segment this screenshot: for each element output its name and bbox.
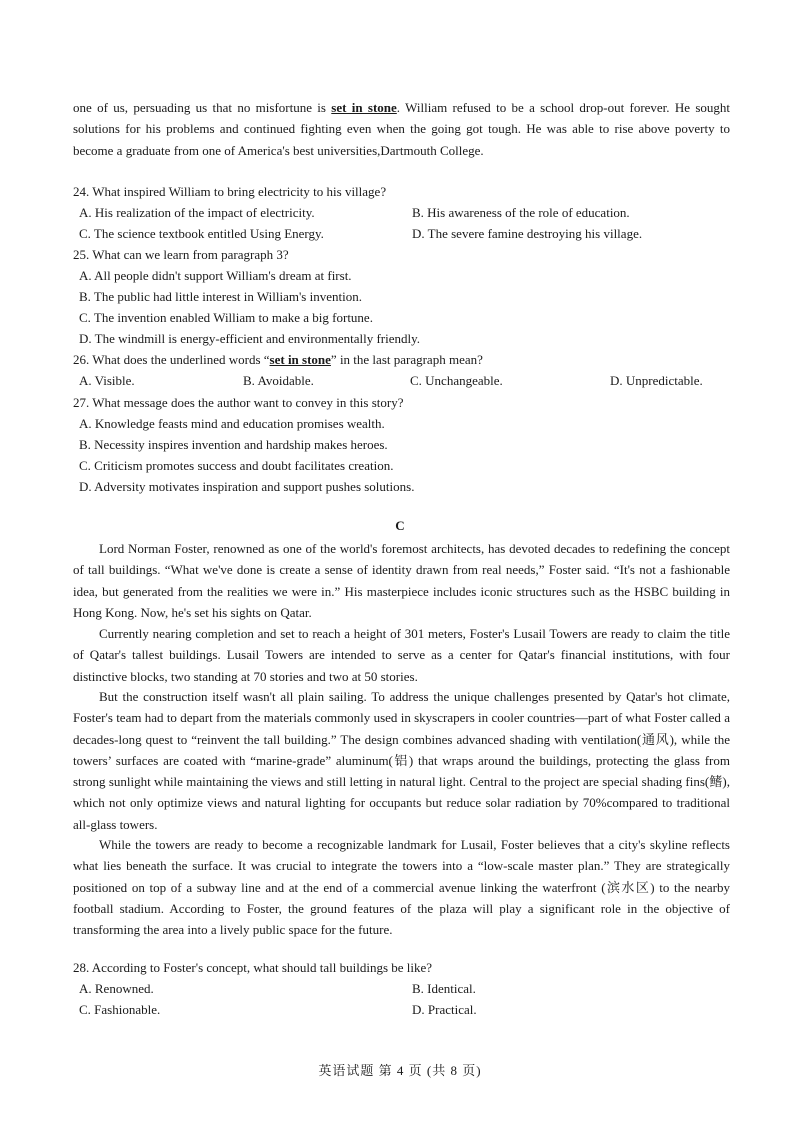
question-24-option-b[interactable]: B. His awareness of the role of education. bbox=[412, 205, 630, 220]
question-26-stem-after: ” in the last paragraph mean? bbox=[330, 352, 483, 367]
question-26-underlined-phrase: set in stone bbox=[269, 352, 331, 367]
underlined-phrase: set in stone bbox=[331, 100, 397, 115]
question-28-option-b[interactable]: B. Identical. bbox=[412, 981, 476, 996]
question-27-option-c[interactable]: C. Criticism promotes success and doubt facilitates creation. bbox=[79, 458, 394, 473]
intro-paragraph bbox=[73, 97, 730, 161]
question-25-option-d[interactable]: D. The windmill is energy-efficient and environmentally friendly. bbox=[79, 331, 421, 346]
question-27-option-a[interactable]: A. Knowledge feasts mind and education promises wealth. bbox=[79, 416, 385, 431]
question-26-stem bbox=[73, 349, 733, 370]
question-28-option-d[interactable]: D. Practical. bbox=[412, 1002, 477, 1017]
passage-c-paragraph-3: But the construction itself wasn't all plain sailing. To address the unique challenges presented by Qatar's hot climate, Foster's team had to depart from the materials commonly used in skyscrapers in cooler countries—part of what Foster called a decades-long quest to “reinvent the tall building.” The design combines advanced shading with ventilation(通风), while the towers’ surfaces are coated with “marine-grade” aluminum(铝) that wraps around the buildings, protecting the glass from strong sunlight while maintaining the views and still letting in natural light. Central to the project are special shading fins(鳍), which not only optimize views and natural lighting for occupants but reduce solar radiation by 70%compared to traditional all-glass towers. bbox=[73, 689, 730, 832]
question-28-option-c[interactable]: C. Fashionable. bbox=[79, 1002, 161, 1017]
question-24-option-c[interactable]: C. The science textbook entitled Using Energy. bbox=[79, 226, 324, 241]
passage-c-paragraph-4: While the towers are ready to become a recognizable landmark for Lusail, Foster believes that a city's skyline reflects what lies beneath the surface. It was crucial to integrate the towers into a “low-scale master plan.” They are strategically positioned on top of a subway line and at the end of a commercial avenue linking the waterfront (滨水区) to the nearby football stadium. According to Foster, the ground features of the plaza will play a significant role in the objective of transforming the area into a lively public space for the future. bbox=[73, 837, 730, 938]
question-26-option-d[interactable]: D. Unpredictable. bbox=[610, 373, 703, 388]
intro-text-after: . William refused to be a school drop-out forever. He sought solutions for his problems and continued fighting even when the going got tough. He was able to rise above poverty to become a graduate from one of America's best universities,Dartmouth College. bbox=[73, 100, 730, 158]
intro-text-before: one of us, persuading us that no misfortune is bbox=[73, 100, 332, 115]
question-27-option-b[interactable]: B. Necessity inspires invention and hardship makes heroes. bbox=[79, 437, 388, 452]
page-footer: 英语试题 第 4 页 (共 8 页) bbox=[318, 1063, 482, 1078]
question-27-option-d[interactable]: D. Adversity motivates inspiration and support pushes solutions. bbox=[79, 479, 415, 494]
passage-c-paragraph-2: Currently nearing completion and set to reach a height of 301 meters, Foster's Lusail Towers are ready to claim the title of Qatar's tallest buildings. Lusail Towers are intended to serve as a center for Qatar's financial institutions, with four distinctive blocks, two standing at 70 stories and two at 50 stories. bbox=[73, 626, 730, 684]
question-26-stem-before: 26. What does the underlined words “ bbox=[73, 352, 270, 367]
question-24-stem: 24. What inspired William to bring electricity to his village? bbox=[73, 184, 387, 199]
section-c-heading: C bbox=[395, 518, 405, 533]
question-28-stem: 28. According to Foster's concept, what should tall buildings be like? bbox=[73, 960, 433, 975]
question-25-stem: 25. What can we learn from paragraph 3? bbox=[73, 247, 289, 262]
question-26-option-b[interactable]: B. Avoidable. bbox=[243, 373, 314, 388]
question-26-option-c[interactable]: C. Unchangeable. bbox=[410, 373, 503, 388]
question-25-option-b[interactable]: B. The public had little interest in William's invention. bbox=[79, 289, 362, 304]
passage-c-paragraph-1: Lord Norman Foster, renowned as one of the world's foremost architects, has devoted decades to redefining the concept of tall buildings. “What we've done is create a sense of identity drawn from real needs,” Foster said. “It's not a fashionable idea, but generated from the realities we were in.” His masterpiece includes iconic structures such as the HSBC building in Hong Kong. Now, he's set his sights on Qatar. bbox=[73, 541, 730, 620]
question-24-option-d[interactable]: D. The severe famine destroying his village. bbox=[412, 226, 643, 241]
question-25-option-a[interactable]: A. All people didn't support William's dream at first. bbox=[79, 268, 352, 283]
question-25-option-c[interactable]: C. The invention enabled William to make a big fortune. bbox=[79, 310, 373, 325]
question-28-option-a[interactable]: A. Renowned. bbox=[79, 981, 154, 996]
question-26-option-a[interactable]: A. Visible. bbox=[79, 373, 135, 388]
question-27-stem: 27. What message does the author want to convey in this story? bbox=[73, 395, 404, 410]
question-24-option-a[interactable]: A. His realization of the impact of electricity. bbox=[79, 205, 315, 220]
